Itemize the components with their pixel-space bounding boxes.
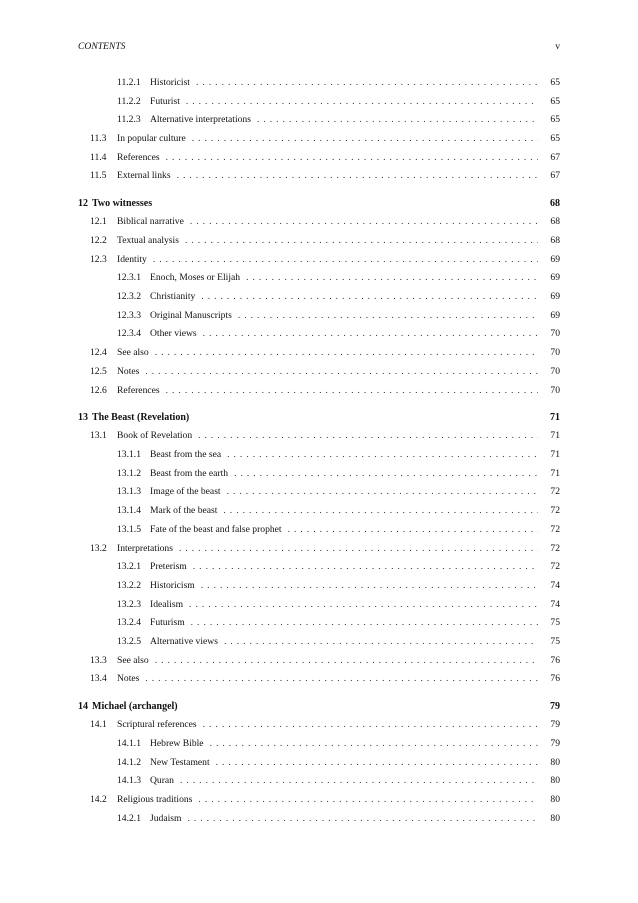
toc-entry-title[interactable]: Book of Revelation (117, 430, 193, 442)
toc-entry-page[interactable]: 68 (550, 216, 560, 228)
toc-entry-title[interactable]: Michael (archangel) (92, 700, 178, 712)
dot-leader (227, 483, 538, 502)
dot-leader (153, 251, 538, 270)
running-title: CONTENTS (78, 41, 126, 52)
toc-entry-page[interactable]: 67 (550, 151, 560, 163)
toc-entry[interactable] (78, 633, 560, 652)
toc-entry-number: 12.4 (90, 347, 107, 359)
dot-leader (224, 633, 538, 652)
dot-leader (189, 596, 538, 615)
dot-leader (190, 213, 538, 232)
toc-entry-number: 13.1 (90, 430, 107, 442)
toc-entry-number: 12.3.3 (117, 309, 141, 321)
toc-entry-title[interactable]: In popular culture (117, 133, 186, 145)
toc-chapter-entry[interactable] (78, 409, 560, 428)
toc-entry-number: 13.2 (90, 542, 107, 554)
toc-entry-page[interactable]: 69 (550, 291, 560, 303)
page-number: v (555, 41, 560, 52)
toc-entry-title[interactable]: Two witnesses (92, 197, 153, 209)
toc-entry-page[interactable]: 69 (550, 309, 560, 321)
toc-entry[interactable] (78, 521, 560, 540)
dot-leader (166, 382, 538, 401)
toc-entry[interactable] (78, 810, 560, 829)
toc-entry-number: 12.3.2 (117, 291, 141, 303)
toc-entry-page[interactable]: 71 (550, 411, 560, 423)
dot-leader (257, 111, 538, 130)
toc-entry[interactable] (78, 325, 560, 344)
toc-entry-number: 14.1 (90, 719, 107, 731)
toc-entry-page[interactable]: 74 (550, 579, 560, 591)
toc-entry-title[interactable]: Historicist (150, 77, 190, 88)
toc-entry-number: 11.2.2 (117, 95, 141, 107)
dot-leader (180, 772, 538, 791)
toc-entry-page[interactable]: 71 (550, 467, 560, 479)
dot-leader (238, 307, 538, 326)
dot-leader (155, 652, 538, 671)
toc-entry[interactable] (78, 74, 560, 93)
dot-leader (177, 167, 538, 186)
toc-entry-page[interactable]: 71 (550, 430, 560, 442)
toc-chapter-entry[interactable] (78, 698, 560, 717)
dot-leader (198, 791, 538, 810)
toc-entry-page[interactable]: 72 (550, 523, 560, 535)
dot-leader (179, 540, 538, 559)
toc-entry-page[interactable]: 72 (550, 505, 560, 517)
toc-entry-title[interactable]: Alternative views (150, 635, 218, 647)
toc-entry-page[interactable]: 70 (550, 384, 560, 396)
toc-entry-title[interactable]: The Beast (Revelation) (92, 411, 190, 423)
dot-leader (145, 670, 538, 689)
toc-entry-title[interactable]: New Testament (150, 756, 210, 768)
dot-leader (201, 577, 538, 596)
table-of-contents (78, 74, 560, 828)
dot-leader (234, 465, 538, 484)
toc-entry-page[interactable]: 79 (550, 719, 560, 731)
toc-chapter-entry[interactable] (78, 195, 560, 214)
toc-entry-page[interactable]: 76 (550, 654, 560, 666)
toc-entry-number: 11.4 (90, 151, 107, 163)
toc-entry[interactable] (78, 363, 560, 382)
toc-entry-page[interactable]: 80 (550, 793, 560, 805)
dot-leader (185, 232, 538, 251)
dot-leader (191, 614, 538, 633)
toc-entry-page[interactable]: 69 (550, 272, 560, 284)
toc-entry[interactable] (78, 577, 560, 596)
toc-entry-number: 12.3.4 (117, 328, 141, 340)
toc-entry-number: 13.4 (90, 673, 107, 685)
toc-entry[interactable] (78, 652, 560, 671)
dot-leader (216, 754, 538, 773)
toc-entry-number: 13.1.5 (117, 523, 141, 535)
toc-entry-page[interactable]: 80 (550, 812, 560, 824)
toc-entry[interactable] (78, 251, 560, 270)
toc-entry-page[interactable]: 76 (550, 673, 560, 685)
dot-leader (186, 93, 538, 112)
toc-entry-title[interactable]: Identity (117, 253, 147, 265)
toc-entry-number: 13.2.4 (117, 617, 141, 629)
toc-entry-number: 12.2 (90, 235, 107, 246)
toc-entry-page[interactable]: 68 (550, 197, 560, 209)
toc-entry-number: 12.3 (90, 253, 107, 265)
dot-leader (198, 427, 538, 446)
toc-entry-page[interactable]: 70 (550, 328, 560, 340)
dot-leader (145, 363, 538, 382)
toc-entry-title[interactable]: Alternative interpretations (150, 114, 251, 126)
toc-entry-page[interactable]: 80 (550, 775, 560, 787)
toc-entry-number: 13.1.1 (117, 449, 141, 461)
toc-entry-page[interactable]: 72 (550, 542, 560, 554)
toc-entry-page[interactable]: 65 (550, 133, 560, 145)
dot-leader (192, 130, 538, 149)
toc-entry-title[interactable]: Notes (117, 673, 140, 685)
toc-entry-page[interactable]: 72 (550, 561, 560, 573)
toc-entry-title[interactable]: Interpretations (117, 542, 173, 554)
toc-entry-page[interactable]: 79 (550, 737, 560, 749)
toc-entry[interactable] (78, 111, 560, 130)
toc-entry[interactable] (78, 427, 560, 446)
toc-entry-page[interactable]: 71 (550, 449, 560, 461)
toc-entry[interactable] (78, 446, 560, 465)
toc-entry-page[interactable]: 80 (550, 756, 560, 768)
toc-entry-title[interactable]: Historicism (150, 579, 195, 591)
dot-leader (246, 269, 538, 288)
toc-entry-number: 13.1.3 (117, 486, 141, 498)
toc-entry-number: 13.1.4 (117, 505, 141, 517)
toc-entry[interactable] (78, 716, 560, 735)
toc-entry[interactable] (78, 149, 560, 168)
dot-leader (166, 149, 538, 168)
toc-entry[interactable] (78, 596, 560, 615)
toc-entry[interactable] (78, 93, 560, 112)
toc-entry-title[interactable]: See also (117, 347, 149, 359)
toc-entry[interactable] (78, 670, 560, 689)
toc-entry-title[interactable]: Idealism (150, 598, 184, 610)
toc-entry[interactable] (78, 213, 560, 232)
toc-entry[interactable] (78, 465, 560, 484)
toc-entry-page[interactable]: 79 (550, 700, 560, 712)
toc-entry-page[interactable]: 65 (550, 77, 560, 88)
toc-entry-page[interactable]: 72 (550, 486, 560, 498)
toc-entry-number: 13.3 (90, 654, 107, 666)
dot-leader (193, 558, 538, 577)
toc-entry-number: 13.2.1 (117, 561, 141, 573)
toc-entry-page[interactable]: 70 (550, 365, 560, 377)
toc-entry[interactable] (78, 791, 560, 810)
toc-entry-number: 14.1.1 (117, 737, 141, 749)
toc-entry-title[interactable]: Fate of the beast and false prophet (150, 523, 282, 535)
toc-entry-title[interactable]: Preterism (150, 561, 187, 573)
toc-entry-title[interactable]: Religious traditions (117, 793, 193, 805)
toc-entry[interactable] (78, 735, 560, 754)
toc-entry-title[interactable]: Other views (150, 328, 197, 340)
toc-entry-title[interactable]: External links (117, 170, 171, 182)
page-header (78, 41, 560, 52)
toc-entry-number: 12.6 (90, 384, 107, 396)
toc-entry-title[interactable]: Scriptural references (117, 719, 197, 731)
toc-entry-title[interactable]: Enoch, Moses or Elijah (150, 272, 241, 284)
toc-entry-number: 14.2 (90, 793, 107, 805)
toc-entry-number: 11.2.3 (117, 114, 141, 126)
toc-entry-number: 12.3.1 (117, 272, 141, 284)
toc-entry[interactable] (78, 382, 560, 401)
toc-entry-number: 13 (78, 411, 88, 423)
toc-entry-title[interactable]: Judaism (150, 812, 182, 824)
toc-entry[interactable] (78, 614, 560, 633)
toc-entry-number: 14.2.1 (117, 812, 141, 824)
dot-leader (187, 810, 538, 829)
dot-leader (210, 735, 538, 754)
toc-entry-title[interactable]: References (117, 151, 160, 163)
toc-entry-number: 11.5 (90, 170, 107, 182)
toc-entry[interactable] (78, 130, 560, 149)
toc-entry-title[interactable]: Biblical narrative (117, 216, 184, 228)
toc-entry[interactable] (78, 167, 560, 186)
toc-entry-page[interactable]: 70 (550, 347, 560, 359)
toc-entry-title[interactable]: Image of the beast (150, 486, 221, 498)
toc-entry-title[interactable]: References (117, 384, 160, 396)
dot-leader (288, 521, 538, 540)
toc-entry-page[interactable]: 69 (550, 253, 560, 265)
toc-entry-page[interactable]: 65 (550, 114, 560, 126)
toc-entry-title[interactable]: Quran (150, 775, 174, 787)
toc-entry-page[interactable]: 75 (550, 617, 560, 629)
toc-entry-page[interactable]: 67 (550, 170, 560, 182)
toc-entry[interactable] (78, 754, 560, 773)
toc-entry[interactable] (78, 558, 560, 577)
toc-entry[interactable] (78, 772, 560, 791)
toc-entry-title[interactable]: Textual analysis (117, 235, 179, 246)
toc-entry-number: 11.2.1 (117, 77, 141, 88)
toc-entry[interactable] (78, 307, 560, 326)
toc-entry-title[interactable]: Mark of the beast (150, 505, 218, 517)
dot-leader (227, 446, 538, 465)
toc-entry-page[interactable]: 74 (550, 598, 560, 610)
toc-entry[interactable] (78, 540, 560, 559)
dot-leader (203, 716, 538, 735)
toc-entry-title[interactable]: Christianity (150, 291, 196, 303)
toc-entry[interactable] (78, 502, 560, 521)
toc-entry-title[interactable]: Futurism (150, 617, 185, 629)
dot-leader (196, 74, 538, 93)
toc-entry-number: 11.3 (90, 133, 107, 145)
dot-leader (203, 325, 538, 344)
toc-entry-number: 12.5 (90, 365, 107, 377)
toc-entry-number: 14 (78, 700, 88, 712)
toc-entry-title[interactable]: Beast from the earth (150, 467, 229, 479)
toc-entry-page[interactable]: 75 (550, 635, 560, 647)
toc-entry-number: 12 (78, 197, 88, 209)
toc-entry-page[interactable]: 68 (550, 235, 560, 246)
toc-entry-title[interactable]: Beast from the sea (150, 449, 222, 461)
toc-entry-title[interactable]: Futurist (150, 95, 180, 107)
toc-entry-number: 14.1.3 (117, 775, 141, 787)
toc-entry[interactable] (78, 483, 560, 502)
toc-entry-title[interactable]: Notes (117, 365, 140, 377)
toc-entry-title[interactable]: Hebrew Bible (150, 737, 204, 749)
toc-entry-title[interactable]: See also (117, 654, 149, 666)
toc-entry-number: 13.2.5 (117, 635, 141, 647)
toc-entry-number: 14.1.2 (117, 756, 141, 768)
toc-entry-number: 13.1.2 (117, 467, 141, 479)
toc-entry-page[interactable]: 65 (550, 95, 560, 107)
toc-entry-number: 13.2.2 (117, 579, 141, 591)
toc-entry[interactable] (78, 344, 560, 363)
toc-entry-title[interactable]: Original Manuscripts (150, 309, 232, 321)
toc-entry[interactable] (78, 288, 560, 307)
dot-leader (223, 502, 538, 521)
toc-entry-number: 12.1 (90, 216, 107, 228)
toc-entry-number: 13.2.3 (117, 598, 141, 610)
dot-leader (201, 288, 538, 307)
dot-leader (155, 344, 538, 363)
toc-entry[interactable] (78, 269, 560, 288)
toc-entry[interactable] (78, 232, 560, 251)
